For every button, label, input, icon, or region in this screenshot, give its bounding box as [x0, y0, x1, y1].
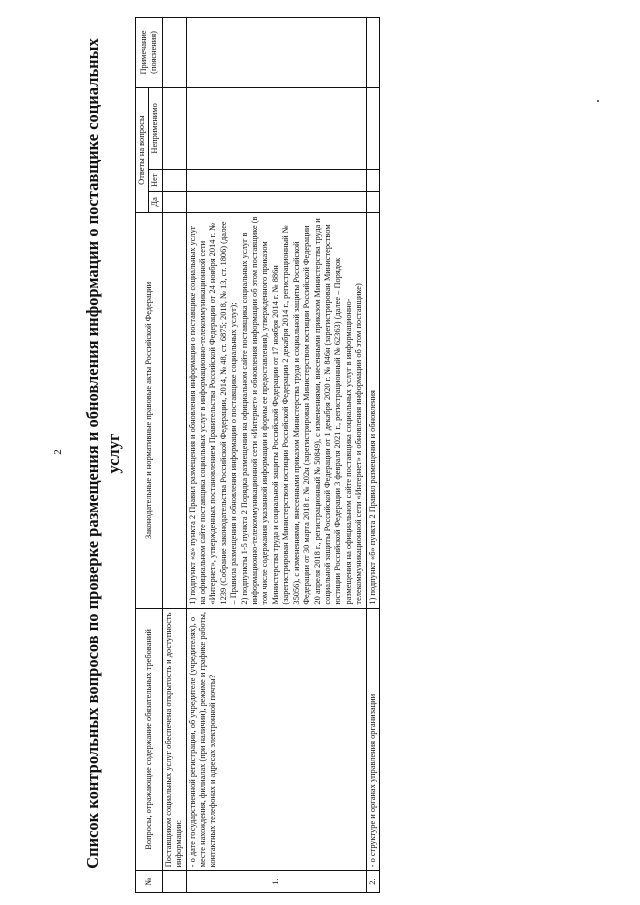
header-no: Нет	[149, 169, 162, 191]
header-note: Примечание (пояснения)	[136, 18, 163, 88]
section-text: Поставщиком социальных услуг обеспечена открытость и доступность информации:	[162, 608, 186, 871]
header-yes: Да	[149, 191, 162, 213]
row-question: - о дате государственной регистрации, об учредителе (учредителях), о месте нахождения, филиалах (при наличии), режиме и графике работы, контактных телефонах и адресах электронной почты?	[186, 608, 366, 871]
answer-yes-cell	[186, 191, 366, 213]
header-question: Вопросы, отражающие содержание обязательных требований	[136, 608, 163, 871]
document-title: Список контрольных вопросов по проверке размещения и обновления информации о поставщике социальных услуг	[83, 38, 123, 869]
note-cell	[366, 18, 379, 88]
answer-na-cell	[366, 87, 379, 169]
section-row	[162, 18, 186, 893]
header-acts: Законодательные и нормативные правовые акты Российской Федерации	[136, 213, 163, 608]
answer-na-cell	[186, 87, 366, 169]
page-number: 2	[51, 449, 64, 455]
header-na: Неприменимо	[149, 87, 162, 169]
note-cell	[186, 18, 366, 88]
answer-no-cell	[366, 169, 379, 191]
row-number: 2.	[366, 871, 379, 893]
table-row	[186, 18, 366, 893]
checklist-table	[135, 17, 380, 893]
header-num: №	[136, 871, 163, 893]
row-acts	[366, 213, 379, 608]
table-row	[366, 18, 379, 893]
act-item: 1) подпункт «б» пункта 2 Правил размещения и обновления	[367, 390, 377, 605]
act-item: 1) подпункт «а» пункта 2 Правил размещения и обновления информации о поставщике социальных услуг на официальном сайте поставщика социальных услуг в информационно-телекоммуникационной сети «Интернет», утвержденных постановлением Правительства Российской Федерации от 24 ноября 2014 г. № 1239 (Собрание законодательства Российской Федерации, 2014, № 48, ст. 6875; 2018, № 13, ст. 1806) (далее – Правила размещения и обновления информации о поставщике социальных услуг);	[187, 221, 239, 605]
row-number: 1.	[186, 871, 366, 893]
header-answers: Ответы на вопросы	[136, 87, 149, 212]
header-row-1	[136, 18, 149, 893]
row-acts	[186, 213, 366, 608]
row-question: - о структуре и органах управления организации	[366, 608, 379, 871]
answer-no-cell	[186, 169, 366, 191]
act-item: 2) подпункты 1-5 пункта 2 Порядка размещения на официальном сайте поставщика социальных услуг в информационно-телекоммуникационной сети «Интернет» и обновления информации об этом поставщике (в том числе содержания указанной информации и формы ее предоставления), утвержденного приказом Министерства труда и социальной защиты Российской Федерации от 17 ноября 2014 г. № 886н (зарегистрирован Министерством юстиции Российской Федерации 2 декабря 2014 г., регистрационный № 35056), с изменениями, внесенными приказом Министерства труда и социальной защиты Российской Федерации от 30 марта 2018 г. № 202н (зарегистрирован Министерством юстиции Российской Федерации 20 апреля 2018 г., регистрационный № 50849), с изменениями, внесенными приказом Министерства труда и социальной защиты Российской Федерации от 1 декабря 2020 г. № 846н (зарегистрирован Министерством юстиции Российской Федерации 3 февраля 2021 г., регистрационный № 62363) (далее – Порядок размещения на официальном сайте поставщика социальных услуг в информационно-телекоммуникационной сети «Интернет» и обновления информации об этом поставщике)	[239, 216, 364, 605]
answer-yes-cell	[366, 191, 379, 213]
